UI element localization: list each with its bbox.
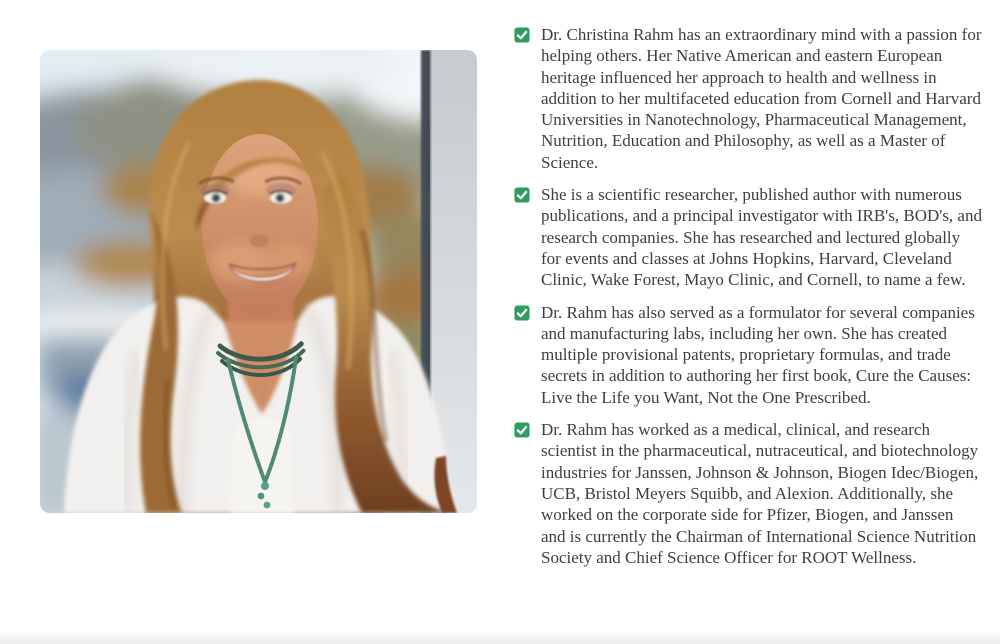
list-item xyxy=(514,419,982,568)
list-item xyxy=(514,302,982,408)
check-icon xyxy=(514,187,530,203)
check-icon xyxy=(514,27,530,43)
check-icon xyxy=(514,305,530,321)
list-item xyxy=(514,184,982,290)
check-icon xyxy=(514,422,530,438)
bullet-text: Dr. Rahm has worked as a medical, clinical, and research scientist in the pharmaceutical, nutraceutical, and biotechnology industries for Janssen, Johnson & Johnson, Biogen Idec/Biogen, UCB, Bristol Meyers Squibb, and Alexion. Additionally, she worked on the corporate side for Pfizer, Biogen, and Janssen and is currently the Chairman of International Science Nutrition Society and Chief Science Officer for ROOT Wellness. xyxy=(541,420,979,567)
section-divider xyxy=(0,631,1000,644)
bio-bullet-list xyxy=(514,24,982,579)
bullet-text: Dr. Christina Rahm has an extraordinary mind with a passion for helping others. Her Native American and eastern European heritage influenced her approach to health and wellness in addition to her multifaceted education from Cornell and Harvard Universities in Nanotechnology, Pharmaceutical Management, Nutrition, Education and Philosophy, as well as a Master of Science. xyxy=(541,25,982,172)
portrait-photo xyxy=(40,50,477,513)
list-item xyxy=(514,24,982,173)
bullet-text: Dr. Rahm has also served as a formulator for several companies and manufacturing labs, including her own. She has created multiple provisional patents, proprietary formulas, and trade secrets in addition to authoring her first book, Cure the Causes: Live the Life you Want, Not the One Prescribed. xyxy=(541,302,975,407)
bullet-text: She is a scientific researcher, published author with numerous publications, and a principal investigator with IRB's, BOD's, and research companies. She has researched and lectured globally for events and classes at Johns Hopkins, Harvard, Cleveland Clinic, Wake Forest, Mayo Clinic, and Cornell, to name a few. xyxy=(541,185,982,290)
